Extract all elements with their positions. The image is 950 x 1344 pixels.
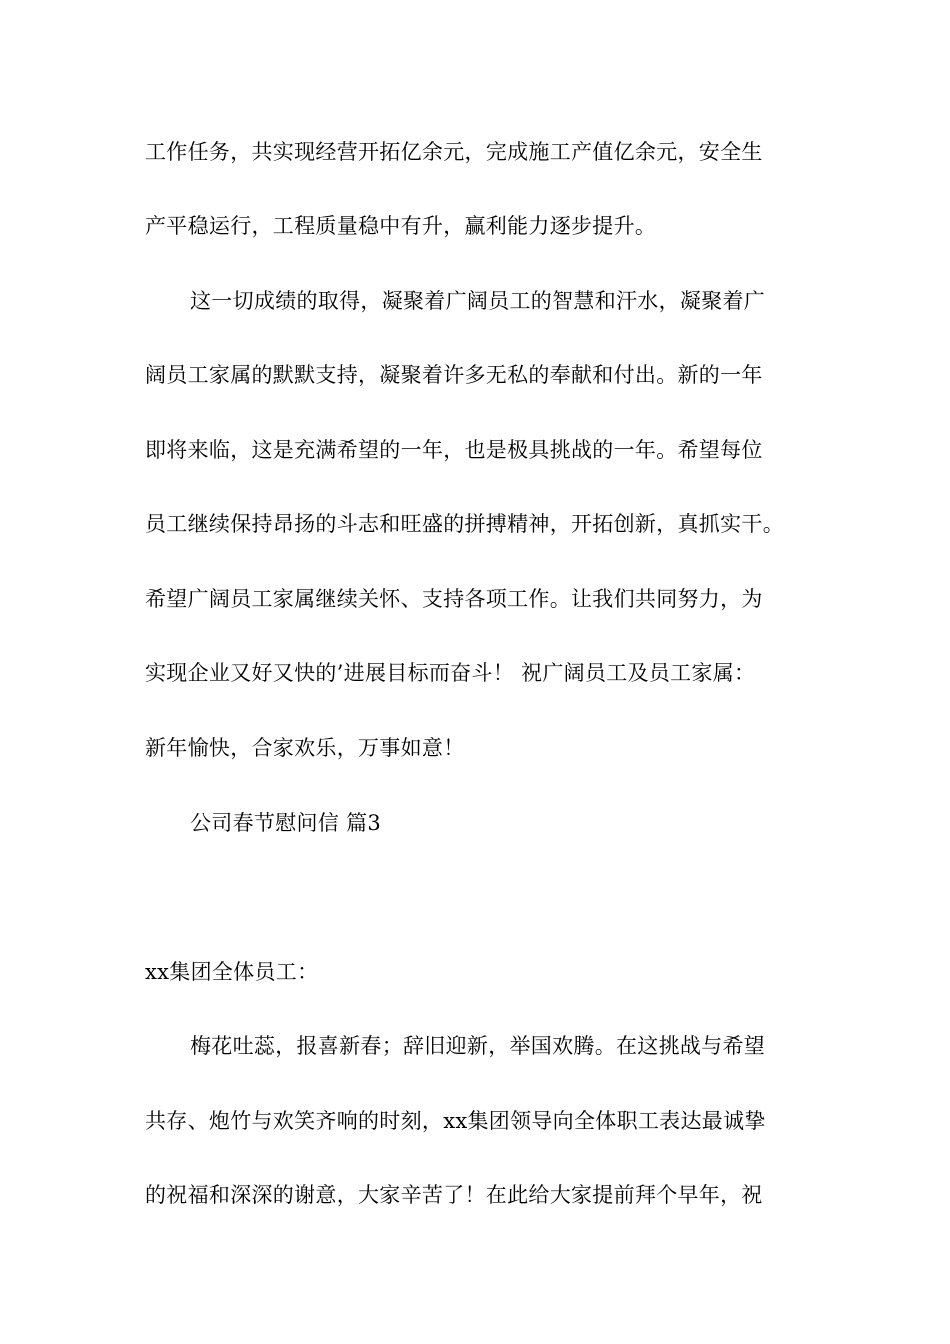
section-heading: 公司春节慰问信 篇3	[190, 811, 382, 835]
text-line: 的祝福和深深的谢意，大家辛苦了！在此给大家提前拜个早年，祝	[145, 1183, 763, 1207]
text-line: 希望广阔员工家属继续关怀、支持各项工作。让我们共同努力，为	[145, 587, 763, 611]
paragraph-start-line: 这一切成绩的取得，凝聚着广阔员工的智慧和汗水，凝聚着广	[190, 289, 766, 313]
salutation-line: xx集团全体员工：	[145, 960, 319, 984]
text-line: 阔员工家属的默默支持，凝聚着许多无私的奉献和付出。新的一年	[145, 363, 763, 387]
paragraph-start-line: 梅花吐蕊，报喜新春；辞旧迎新，举国欢腾。在这挑战与希望	[190, 1034, 766, 1058]
text-line: 新年愉快，合家欢乐，万事如意！	[145, 736, 465, 760]
text-line: 共存、炮竹与欢笑齐响的时刻，xx集团领导向全体职工表达最诚挚	[145, 1109, 766, 1133]
text-line: 工作任务，共实现经营开拓亿余元，完成施工产值亿余元，安全生	[145, 140, 763, 164]
text-line: 即将来临，这是充满希望的一年，也是极具挑战的一年。希望每位	[145, 438, 763, 462]
text-line: 产平稳运行，工程质量稳中有升，赢利能力逐步提升。	[145, 214, 657, 238]
text-line: 实现企业又好又快的’进展目标而奋斗！ 祝广阔员工及员工家属：	[145, 661, 756, 685]
text-line: 员工继续保持昂扬的斗志和旺盛的拼搏精神，开拓创新，真抓实干。	[145, 512, 784, 536]
